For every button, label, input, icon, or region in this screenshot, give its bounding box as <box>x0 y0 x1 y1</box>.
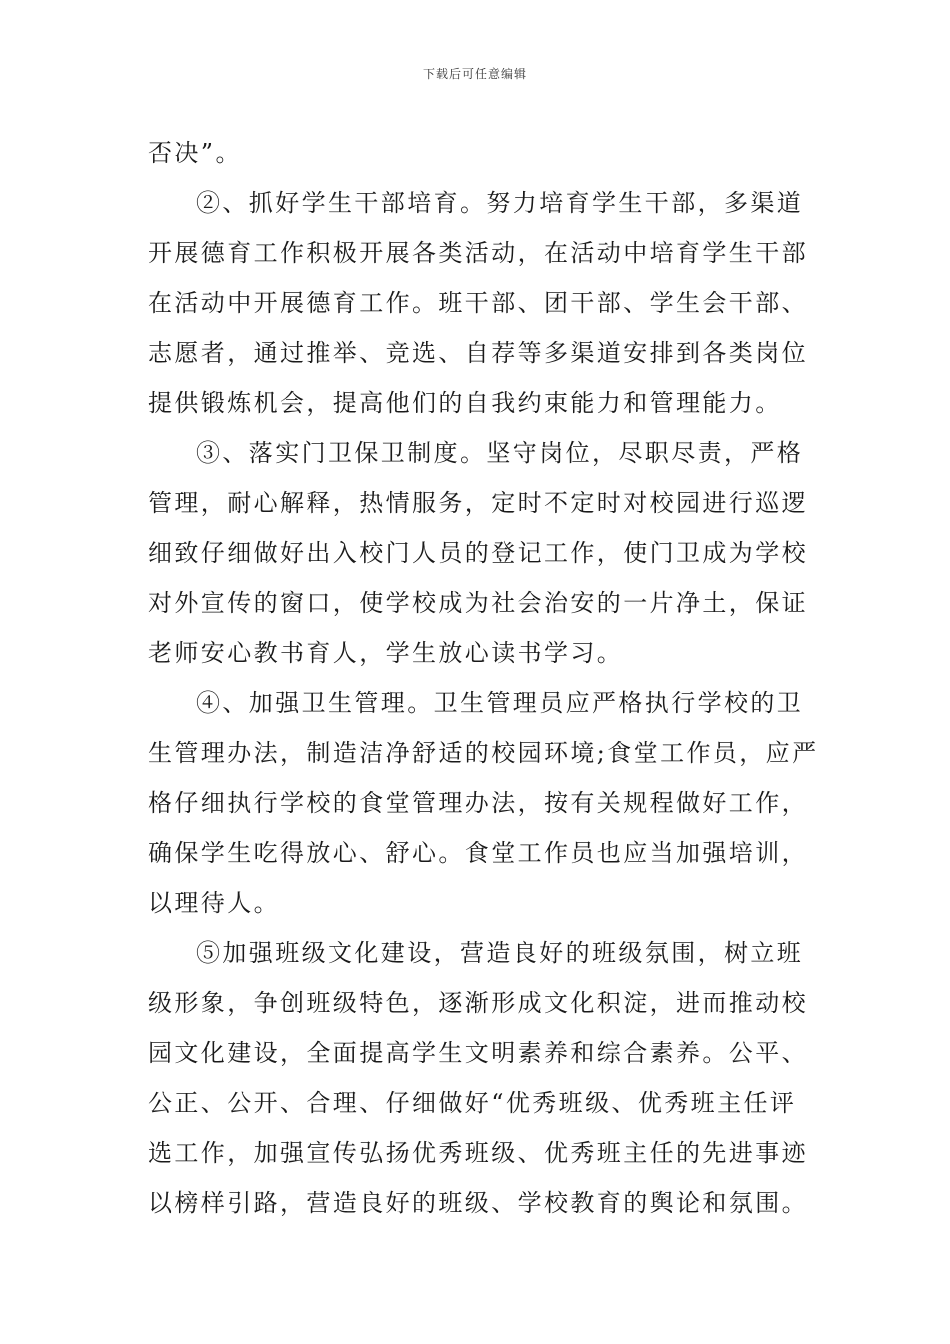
text-line: 在活动中开展德育工作。班干部、团干部、学生会干部、 <box>148 289 808 317</box>
paragraph-hygiene <box>148 678 819 928</box>
paragraph-class-culture <box>148 928 808 1228</box>
text-line: 确保学生吃得放心、舒心。食堂工作员也应当加强培训， <box>148 839 808 867</box>
text-line: 提供锻炼机会，提高他们的自我约束能力和管理能力。 <box>148 389 782 417</box>
paragraph-student-cadres <box>148 178 808 428</box>
text-line: 对外宣传的窗口，使学校成为社会治安的一片净土，保证 <box>148 589 808 617</box>
text-line: 志愿者，通过推举、竞选、自荐等多渠道安排到各类岗位 <box>148 339 808 367</box>
text-line: ②、抓好学生干部培育。努力培育学生干部，多渠道 <box>196 189 804 217</box>
text-line: 园文化建设，全面提高学生文明素养和综合素养。公平、 <box>148 1039 808 1067</box>
text-line: 老师安心教书育人，学生放心读书学习。 <box>148 639 624 667</box>
text-line: ⑤加强班级文化建设，营造良好的班级氛围，树立班 <box>196 939 804 967</box>
paragraph-security <box>148 428 808 678</box>
text-line: 选工作，加强宣传弘扬优秀班级、优秀班主任的先进事迹 <box>148 1139 808 1167</box>
text-line: 以理待人。 <box>148 889 280 917</box>
text-line: ③、落实门卫保卫制度。坚守岗位，尽职尽责，严格 <box>196 439 804 467</box>
page-header: 下载后可任意编辑 <box>422 67 527 81</box>
text-line: 级形象，争创班级特色，逐渐形成文化积淀，进而推动校 <box>148 989 808 1017</box>
text-line: ④、加强卫生管理。卫生管理员应严格执行学校的卫 <box>196 689 804 717</box>
text-line: 以榜样引路，营造良好的班级、学校教育的舆论和氛围。 <box>148 1189 808 1217</box>
text-line: 格仔细执行学校的食堂管理办法，按有关规程做好工作， <box>148 789 808 817</box>
text-line: 公正、公开、合理、仔细做好“优秀班级、优秀班主任评 <box>148 1089 797 1117</box>
text-line: 开展德育工作积极开展各类活动，在活动中培育学生干部 <box>148 239 808 267</box>
paragraph-continuation <box>148 128 808 178</box>
text-line: 生管理办法，制造洁净舒适的校园环境;食堂工作员，应严 <box>148 739 819 767</box>
text-line: 否决”。 <box>148 139 242 167</box>
text-line: 管理，耐心解释，热情服务，定时不定时对校园进行巡逻 <box>148 489 808 517</box>
text-line: 细致仔细做好出入校门人员的登记工作，使门卫成为学校 <box>148 539 808 567</box>
